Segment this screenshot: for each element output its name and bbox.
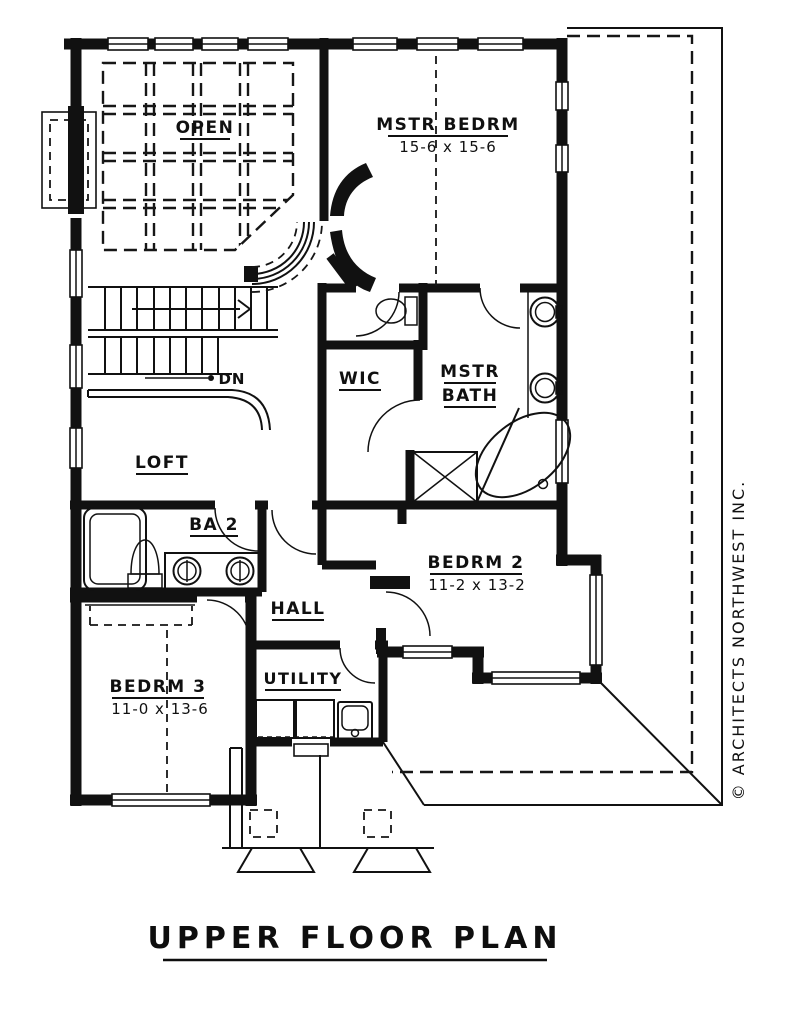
utility-label: UTILITY (263, 669, 343, 688)
curved-stair-rail (252, 222, 322, 292)
copyright-text: © ARCHITECTS NORTHWEST INC. (729, 479, 748, 801)
bedrm3-label: BEDRM 3 (109, 677, 207, 697)
porch-post (364, 810, 391, 837)
toilet-icon (376, 297, 417, 325)
loft-label: LOFT (135, 453, 189, 473)
washer-icon (338, 702, 372, 740)
utility-fixtures (256, 700, 372, 756)
bathtub-icon (84, 508, 146, 590)
porch-gable (354, 848, 430, 872)
stairs-dn-label: DN (218, 370, 246, 388)
utility-counter (256, 700, 294, 738)
stairs (88, 287, 278, 430)
porch-gable (238, 848, 314, 872)
bedrm2-door-arc (386, 592, 430, 636)
wic-door-arc (368, 400, 420, 452)
bedrm3-door-arc (207, 600, 250, 643)
bedrm2-label: BEDRM 2 (427, 553, 525, 573)
mstr-bedrm-label: MSTR BEDRM (376, 115, 520, 135)
bedrm3-dims: 11-0 x 13-6 (111, 700, 209, 718)
ba2-label: BA 2 (189, 515, 239, 535)
mstr-bath-label-line2: BATH (441, 386, 499, 406)
porch-post (250, 810, 277, 837)
hall-label: HALL (270, 599, 326, 619)
wic-label: WIC (338, 369, 382, 389)
open-label: OPEN (175, 118, 235, 138)
hall-door-arc (272, 510, 316, 554)
open-ceiling-grid (103, 63, 293, 250)
bedrm2-dims: 11-2 x 13-2 (428, 576, 526, 594)
mstr-bath-label-line1: MSTR (440, 362, 500, 382)
bedrm2-door-jamb (370, 576, 410, 589)
shower-icon (413, 452, 477, 502)
chimney (42, 106, 96, 214)
drawing-title (148, 921, 563, 960)
mstr-bath-door-arc (480, 288, 520, 328)
utility-door-arc (340, 648, 375, 683)
utility-counter (296, 700, 334, 738)
utility-door-step (294, 744, 328, 756)
vanity-double-sinks (165, 553, 262, 591)
mstr-bedrm-dims: 15-6 x 15-6 (399, 138, 497, 156)
page-title: UPPER FLOOR PLAN (147, 921, 563, 956)
